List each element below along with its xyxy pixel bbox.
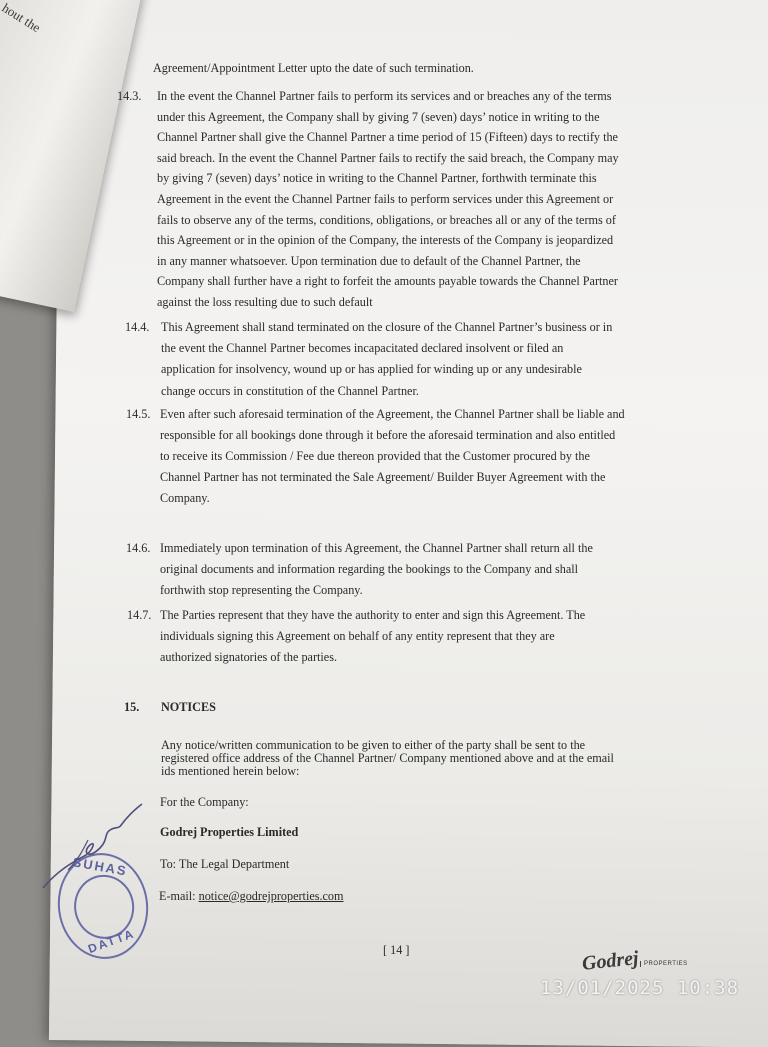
clause-line: This Agreement shall stand terminated on the closure of the Channel Partner’s business or in bbox=[161, 320, 613, 334]
section-number: 15. bbox=[124, 700, 140, 714]
email-link[interactable]: notice@godrejproperties.com bbox=[198, 889, 344, 903]
clause-number: 14.6. bbox=[126, 541, 151, 555]
clause-line: against the loss resulting due to such default bbox=[157, 295, 373, 309]
godrej-logo: Godrej bbox=[580, 947, 640, 975]
stamp-top-text: SUHAS bbox=[71, 854, 129, 879]
clause-line: The Parties represent that they have the authority to enter and sign this Agreement. The bbox=[160, 608, 586, 622]
clause-line: Even after such aforesaid termination of the Agreement, the Channel Partner shall be liable and bbox=[160, 407, 625, 421]
clause-number: 14.7. bbox=[127, 608, 152, 622]
clause-number: 14.4. bbox=[125, 320, 150, 334]
underlying-page-text: hout the bbox=[0, 0, 44, 36]
clause-line: this Agreement or in the opinion of the Company, the interests of the Company is jeopardized bbox=[157, 233, 614, 248]
clause-line: change occurs in constitution of the Channel Partner. bbox=[161, 383, 419, 398]
clause-line: responsible for all bookings done through it before the aforesaid termination and also entitled bbox=[160, 428, 616, 442]
notice-line: registered office address of the Channel Partner/ Company mentioned above and at the email bbox=[161, 751, 614, 765]
clause-line: authorized signatories of the parties. bbox=[160, 650, 337, 664]
signature-icon bbox=[38, 800, 148, 900]
notice-line: Any notice/written communication to be given to either of the party shall be sent to the bbox=[161, 738, 586, 752]
company-name: Godrej Properties Limited bbox=[160, 825, 299, 839]
email-line bbox=[159, 889, 344, 904]
clause-line: the event the Channel Partner becomes incapacitated declared insolvent or filed an bbox=[161, 341, 564, 356]
clause-line: Immediately upon termination of this Agreement, the Channel Partner shall return all the bbox=[160, 541, 593, 555]
for-company-label: For the Company: bbox=[160, 795, 249, 809]
clause-number: 14.3. bbox=[117, 89, 142, 103]
clause-line: forthwith stop representing the Company. bbox=[160, 583, 363, 597]
clause-line: Channel Partner shall give the Channel Partner a time period of 15 (Fifteen) days to rectify the bbox=[157, 130, 618, 145]
clause-number: 14.5. bbox=[126, 407, 151, 421]
godrej-logo-sub: PROPERTIES bbox=[640, 961, 688, 967]
clause-line: in any manner whatsoever. Upon termination due to default of the Channel Partner, the bbox=[157, 253, 581, 268]
clause-line: said breach. In the event the Channel Partner fails to rectify the said breach, the Company may bbox=[157, 150, 619, 165]
clause-line: to receive its Commission / Fee due thereon provided that the Customer procured by the bbox=[160, 449, 590, 463]
notice-line: ids mentioned herein below: bbox=[161, 764, 300, 778]
clause-line: Agreement in the event the Channel Partner fails to perform services under this Agreement or bbox=[157, 192, 614, 206]
clause-line: application for insolvency, wound up or has applied for winding up or any undesirable bbox=[161, 362, 582, 377]
section-title: NOTICES bbox=[161, 700, 216, 714]
clause-line: individuals signing this Agreement on behalf of any entity represent that they are bbox=[160, 629, 555, 643]
clause-line: Company. bbox=[160, 491, 210, 505]
to-line: To: The Legal Department bbox=[160, 857, 290, 871]
clause-line: by giving 7 (seven) days’ notice in writing to the Channel Partner, forthwith terminate this bbox=[157, 171, 597, 186]
opening-line: Agreement/Appointment Letter upto the date of such termination. bbox=[153, 61, 474, 75]
clause-line: original documents and information regarding the bookings to the Company and shall bbox=[160, 562, 579, 576]
page-number: [ 14 ] bbox=[383, 943, 410, 957]
clause-line: under this Agreement, the Company shall by giving 7 (seven) days’ notice in writing to the bbox=[157, 109, 600, 124]
photo-timestamp: 13/01/2025 10:38 bbox=[540, 977, 740, 999]
stamp-bottom-text: DATTA bbox=[86, 926, 137, 957]
clause-line: fails to observe any of the terms, conditions, obligations, or breaches all or any of the terms of bbox=[157, 212, 616, 227]
clause-line: Company shall further have a right to forfeit the amounts payable towards the Channel Partner bbox=[157, 274, 618, 289]
clause-line: Channel Partner has not terminated the Sale Agreement/ Builder Buyer Agreement with the bbox=[160, 470, 606, 484]
email-label: E-mail: bbox=[159, 889, 199, 903]
clause-line: In the event the Channel Partner fails to perform its services and or breaches any of the terms bbox=[157, 89, 612, 103]
